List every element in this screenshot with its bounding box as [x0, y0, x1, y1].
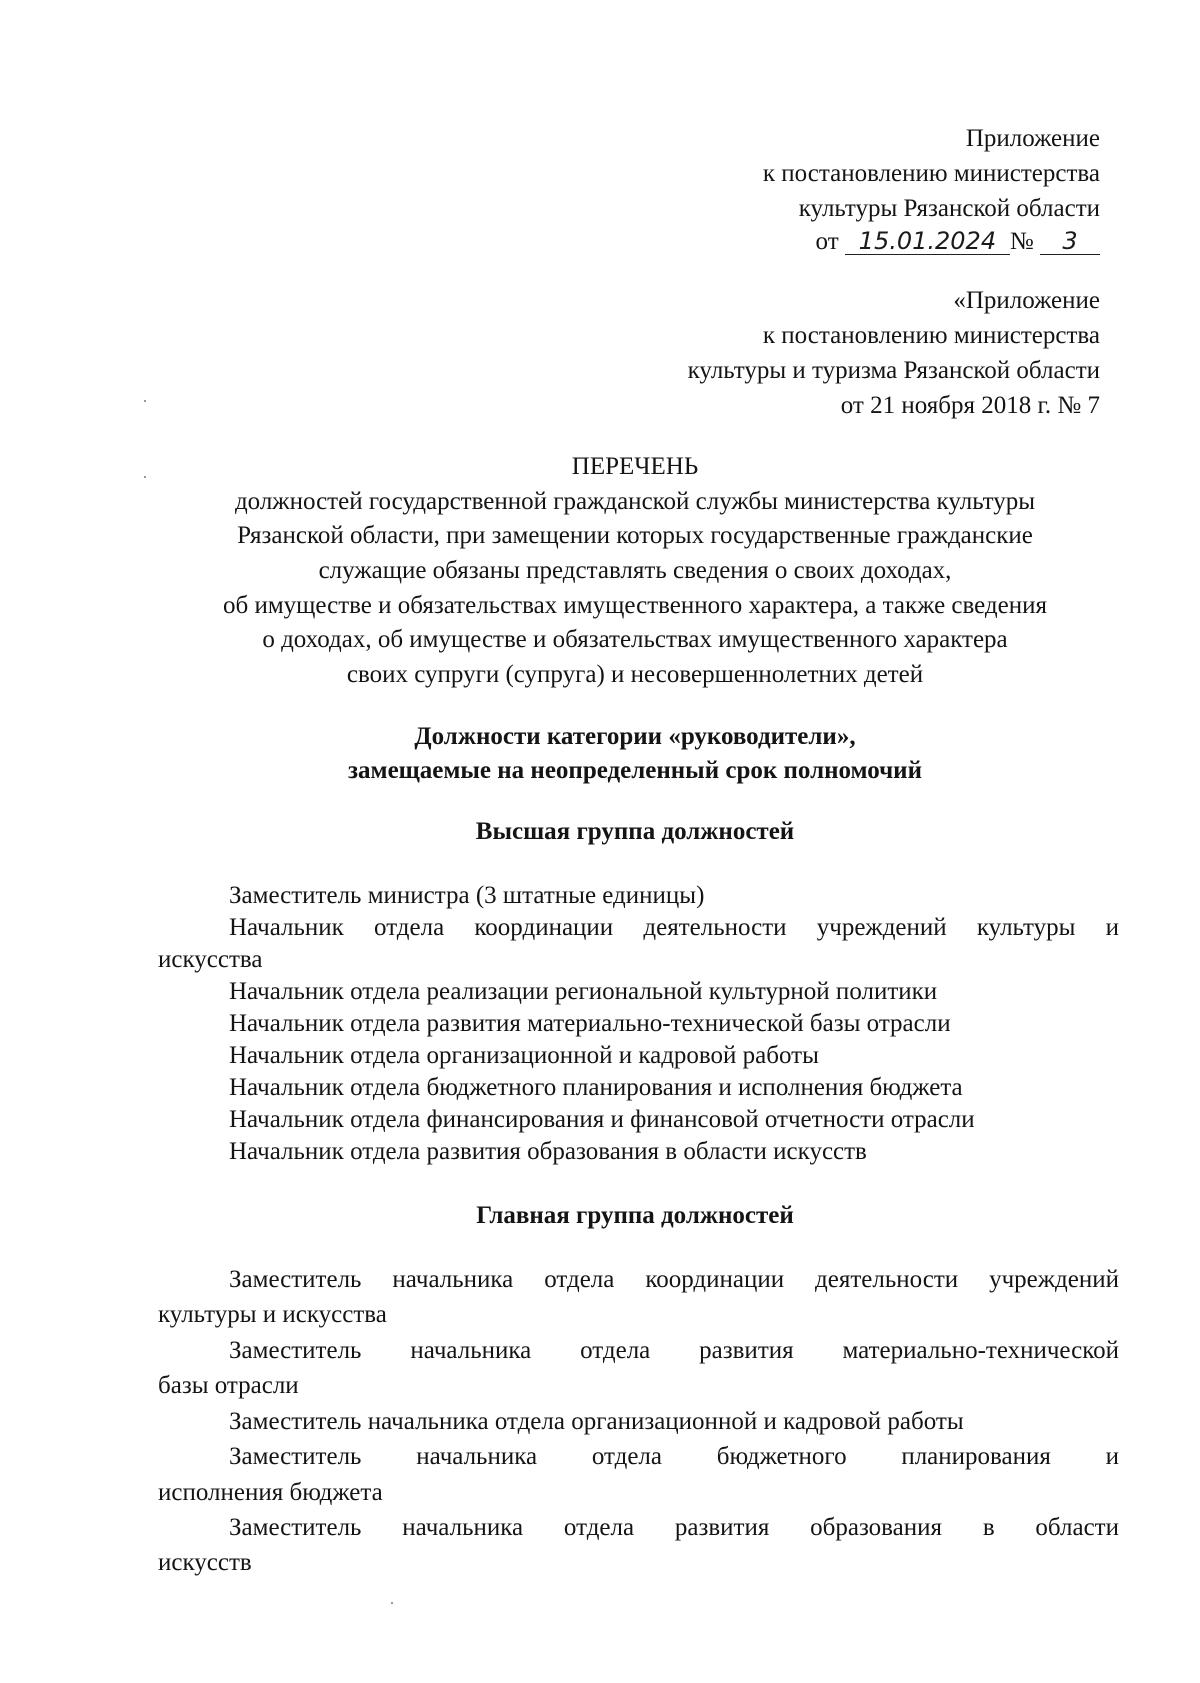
main-item-2: Заместитель начальника отдела развития материально-технической	[229, 1337, 1119, 1364]
highest-item-3: Начальник отдела реализации региональной культурной политики	[229, 978, 938, 1005]
highest-item-7: Начальник отдела финансирования и финансовой отчетности отрасли	[229, 1106, 975, 1133]
highest-item-4: Начальник отдела развития материально-технической базы отрасли	[229, 1010, 951, 1037]
title-line-5: о доходах, об имуществе и обязательствах имущественного характера	[262, 626, 1008, 653]
scan-speck	[144, 400, 146, 402]
title-line-4: об имуществе и обязательствах имущественного характера, а также сведения	[222, 592, 1048, 619]
main-item-1: Заместитель начальника отдела координации деятельности учреждений	[229, 1266, 1119, 1293]
main-item-4-continued: исполнения бюджета	[158, 1479, 383, 1506]
scan-speck	[144, 476, 146, 478]
header-appendix-label: Приложение	[965, 125, 1100, 152]
quoted-resolution-line: к постановлению министерства	[762, 322, 1100, 349]
quoted-date-line: от 21 ноября 2018 г. № 7	[840, 392, 1100, 419]
scan-speck	[391, 1602, 393, 1604]
title-line-1: должностей государственной гражданской службы министерства культуры	[234, 488, 1036, 515]
quoted-appendix-label: «Приложение	[953, 287, 1100, 314]
date-prefix: от	[815, 228, 839, 255]
main-item-5-continued: искусств	[158, 1549, 252, 1576]
quoted-ministry-line: культуры и туризма Рязанской области	[687, 357, 1100, 384]
highest-item-2-continued: искусства	[158, 946, 263, 973]
title-line-6: своих супруги (супруга) и несовершеннолетних детей	[346, 661, 924, 688]
category-heading-line-2: замещаемые на неопределенный срок полномочий	[348, 757, 922, 784]
highest-item-1: Заместитель министра (3 штатные единицы)	[229, 882, 705, 909]
highest-item-2: Начальник отдела координации деятельности учреждений культуры и	[229, 914, 1119, 941]
handwritten-date: 15.01.2024	[845, 228, 1010, 255]
highest-item-5: Начальник отдела организационной и кадровой работы	[229, 1042, 819, 1069]
main-item-2-continued: базы отрасли	[158, 1372, 299, 1399]
handwritten-number: 3	[1040, 228, 1100, 255]
main-item-3: Заместитель начальника отдела организационной и кадровой работы	[229, 1408, 964, 1435]
document-title: ПЕРЕЧЕНЬ	[571, 453, 699, 480]
category-heading-line-1: Должности категории «руководители»,	[414, 723, 856, 750]
number-prefix: №	[1009, 228, 1034, 255]
title-line-3: служащие обязаны представлять сведения о своих доходах,	[318, 557, 952, 584]
highest-group-heading: Высшая группа должностей	[475, 818, 795, 845]
header-ministry-line: культуры Рязанской области	[798, 195, 1100, 222]
highest-item-8: Начальник отдела развития образования в области искусств	[229, 1138, 867, 1165]
header-date-number-line	[816, 226, 1100, 258]
header-resolution-line: к постановлению министерства	[762, 160, 1100, 187]
main-item-4: Заместитель начальника отдела бюджетного планирования и	[229, 1443, 1119, 1470]
main-group-heading: Главная группа должностей	[476, 1202, 794, 1229]
highest-item-6: Начальник отдела бюджетного планирования и исполнения бюджета	[229, 1074, 963, 1101]
main-item-1-continued: культуры и искусства	[158, 1301, 387, 1328]
main-item-5: Заместитель начальника отдела развития образования в области	[229, 1514, 1119, 1541]
title-line-2: Рязанской области, при замещении которых государственные гражданские	[237, 522, 1033, 549]
